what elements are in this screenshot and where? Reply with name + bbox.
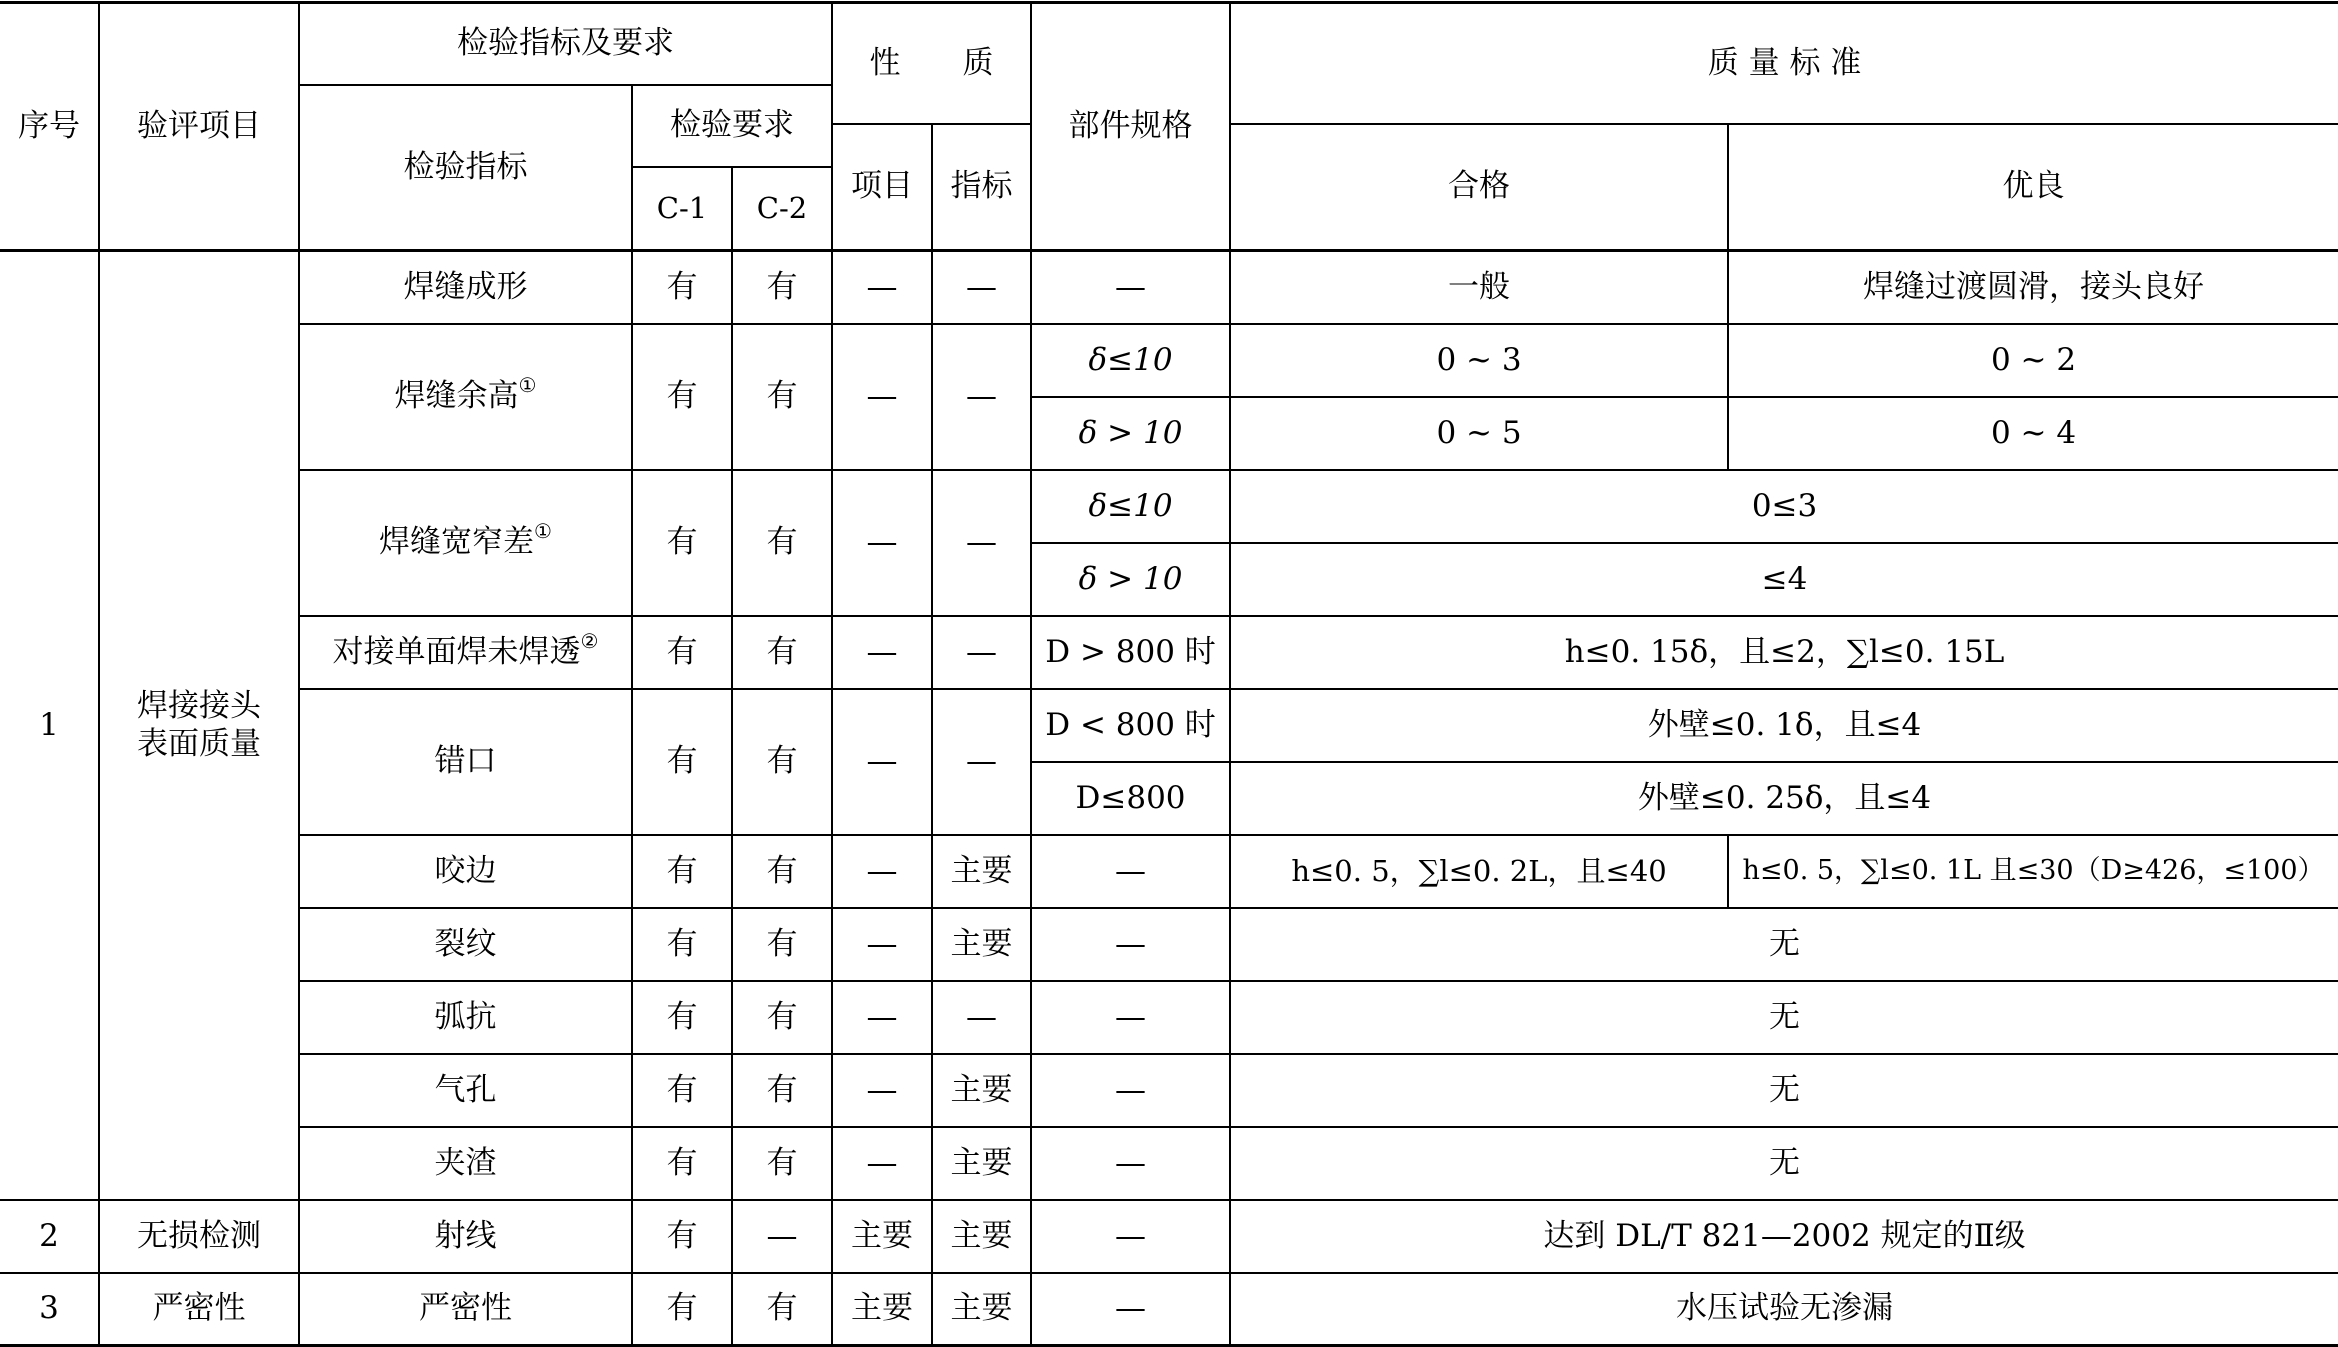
r2-pass-a: 0 ~ 3: [1230, 324, 1728, 397]
table-row: [0, 616, 2338, 689]
r2-c2: 有: [732, 324, 832, 470]
r8-nature-index: —: [932, 981, 1031, 1054]
r2-footnote-mark: ①: [518, 373, 537, 398]
r8-c2: 有: [732, 981, 832, 1054]
r3-std-a: 0≤3: [1230, 470, 2338, 543]
r4-std: h≤0. 15δ，且≤2，∑l≤0. 15L: [1230, 616, 2338, 689]
table-row: [0, 1200, 2338, 1273]
table-row: [0, 251, 2338, 324]
table-row: [0, 1054, 2338, 1127]
r5-nature-item: —: [832, 689, 932, 835]
r4-nature-item: —: [832, 616, 932, 689]
r5-spec-b: D≤800: [1031, 762, 1230, 835]
r2-spec-a: δ≤10: [1031, 324, 1230, 397]
r10-c1: 有: [632, 1127, 732, 1200]
header-nature-index: 指标: [932, 124, 1031, 251]
r6-c2: 有: [732, 835, 832, 908]
r3-nature-item: —: [832, 470, 932, 616]
row2-nature-index: 主要: [932, 1200, 1031, 1273]
r2-c1: 有: [632, 324, 732, 470]
r8-index: 弧抗: [299, 981, 632, 1054]
r5-nature-index: —: [932, 689, 1031, 835]
quality-standard-table: [0, 1, 2338, 1347]
row2-seq: 2: [0, 1200, 99, 1273]
table-row: [0, 981, 2338, 1054]
r6-index: 咬边: [299, 835, 632, 908]
header-pass: 合格: [1230, 124, 1728, 251]
row2-std: 达到 DL/T 821—2002 规定的Ⅱ级: [1230, 1200, 2338, 1273]
group1-item-line1: 焊接接头: [137, 687, 261, 724]
table-row: [0, 1127, 2338, 1200]
header-inspection-group: 检验指标及要求: [299, 3, 832, 85]
r7-c1: 有: [632, 908, 732, 981]
r2-pass-b: 0 ~ 5: [1230, 397, 1728, 470]
r10-index: 夹渣: [299, 1127, 632, 1200]
r5-std-a: 外壁≤0. 1δ，且≤4: [1230, 689, 2338, 762]
r9-std: 无: [1230, 1054, 2338, 1127]
r2-index-label: 焊缝余高: [394, 378, 519, 415]
row3-spec: —: [1031, 1273, 1230, 1346]
row3-index: 严密性: [299, 1273, 632, 1346]
r1-nature-index: —: [932, 251, 1031, 324]
r4-index-label: 对接单面焊未焊透: [332, 633, 581, 670]
r3-nature-index: —: [932, 470, 1031, 616]
r4-spec: D > 800 时: [1031, 616, 1230, 689]
r6-good: h≤0. 5，∑l≤0. 1L 且≤30（D≥426，≤100）: [1728, 835, 2338, 908]
r4-nature-index: —: [932, 616, 1031, 689]
group1-item-line2: 表面质量: [137, 726, 261, 763]
table-row: [0, 908, 2338, 981]
row2-item: 无损检测: [99, 1200, 299, 1273]
r9-spec: —: [1031, 1054, 1230, 1127]
group1-item: [99, 251, 299, 1200]
r10-spec: —: [1031, 1127, 1230, 1200]
r8-std: 无: [1230, 981, 2338, 1054]
header-spec: 部件规格: [1031, 3, 1230, 251]
r2-good-b: 0 ~ 4: [1728, 397, 2338, 470]
header-nature-item: 项目: [832, 124, 932, 251]
row2-c1: 有: [632, 1200, 732, 1273]
r6-nature-index: 主要: [932, 835, 1031, 908]
r7-nature-index: 主要: [932, 908, 1031, 981]
table-row: [0, 689, 2338, 762]
r3-spec-a: δ≤10: [1031, 470, 1230, 543]
r4-c1: 有: [632, 616, 732, 689]
r3-c1: 有: [632, 470, 732, 616]
r6-spec: —: [1031, 835, 1230, 908]
r9-nature-item: —: [832, 1054, 932, 1127]
header-c1: C-1: [632, 167, 732, 251]
table-row: [0, 470, 2338, 543]
header-item: 验评项目: [99, 3, 299, 251]
r10-std: 无: [1230, 1127, 2338, 1200]
row2-c2: —: [732, 1200, 832, 1273]
r6-pass: h≤0. 5，∑l≤0. 2L，且≤40: [1230, 835, 1728, 908]
row3-item: 严密性: [99, 1273, 299, 1346]
header-inspection-req: 检验要求: [632, 85, 832, 167]
r5-index: 错口: [299, 689, 632, 835]
r2-nature-index: —: [932, 324, 1031, 470]
row3-c2: 有: [732, 1273, 832, 1346]
r4-footnote-mark: ②: [580, 628, 599, 653]
r1-c2: 有: [732, 251, 832, 324]
r4-c2: 有: [732, 616, 832, 689]
row3-std: 水压试验无渗漏: [1230, 1273, 2338, 1346]
r9-c2: 有: [732, 1054, 832, 1127]
r10-nature-item: —: [832, 1127, 932, 1200]
r1-spec: —: [1031, 251, 1230, 324]
table-row: [0, 324, 2338, 397]
header-c2: C-2: [732, 167, 832, 251]
r10-nature-index: 主要: [932, 1127, 1031, 1200]
row3-nature-index: 主要: [932, 1273, 1031, 1346]
table-row: [0, 1273, 2338, 1346]
r9-index: 气孔: [299, 1054, 632, 1127]
r1-pass: 一般: [1230, 251, 1728, 324]
header-good: 优良: [1728, 124, 2338, 251]
r2-nature-item: —: [832, 324, 932, 470]
r10-c2: 有: [732, 1127, 832, 1200]
r7-c2: 有: [732, 908, 832, 981]
row2-nature-item: 主要: [832, 1200, 932, 1273]
r7-spec: —: [1031, 908, 1230, 981]
header-nature: 性 质: [832, 3, 1031, 124]
r9-nature-index: 主要: [932, 1054, 1031, 1127]
r5-spec-a: D < 800 时: [1031, 689, 1230, 762]
r8-nature-item: —: [832, 981, 932, 1054]
r7-nature-item: —: [832, 908, 932, 981]
r1-c1: 有: [632, 251, 732, 324]
r8-c1: 有: [632, 981, 732, 1054]
r9-c1: 有: [632, 1054, 732, 1127]
r3-std-b: ≤4: [1230, 543, 2338, 616]
r5-c1: 有: [632, 689, 732, 835]
r3-c2: 有: [732, 470, 832, 616]
r2-good-a: 0 ~ 2: [1728, 324, 2338, 397]
r1-index: 焊缝成形: [299, 251, 632, 324]
r5-c2: 有: [732, 689, 832, 835]
r7-index: 裂纹: [299, 908, 632, 981]
group1-seq: 1: [0, 251, 99, 1200]
r3-index-label: 焊缝宽窄差: [379, 524, 535, 561]
r5-std-b: 外壁≤0. 25δ，且≤4: [1230, 762, 2338, 835]
r3-footnote-mark: ①: [534, 519, 552, 544]
r6-c1: 有: [632, 835, 732, 908]
r2-spec-b: δ > 10: [1031, 397, 1230, 470]
r7-std: 无: [1230, 908, 2338, 981]
row2-index: 射线: [299, 1200, 632, 1273]
r8-spec: —: [1031, 981, 1230, 1054]
header-inspection-index: 检验指标: [299, 85, 632, 251]
row3-nature-item: 主要: [832, 1273, 932, 1346]
row3-c1: 有: [632, 1273, 732, 1346]
header-seq: 序号: [0, 3, 99, 251]
r1-nature-item: —: [832, 251, 932, 324]
row2-spec: —: [1031, 1200, 1230, 1273]
r3-index: [299, 470, 632, 616]
header-quality: 质 量 标 准: [1230, 3, 2338, 124]
r6-nature-item: —: [832, 835, 932, 908]
r2-index: [299, 324, 632, 470]
r1-good: 焊缝过渡圆滑，接头良好: [1728, 251, 2338, 324]
r3-spec-b: δ > 10: [1031, 543, 1230, 616]
r4-index: [299, 616, 632, 689]
row3-seq: 3: [0, 1273, 99, 1346]
table-row: [0, 835, 2338, 908]
